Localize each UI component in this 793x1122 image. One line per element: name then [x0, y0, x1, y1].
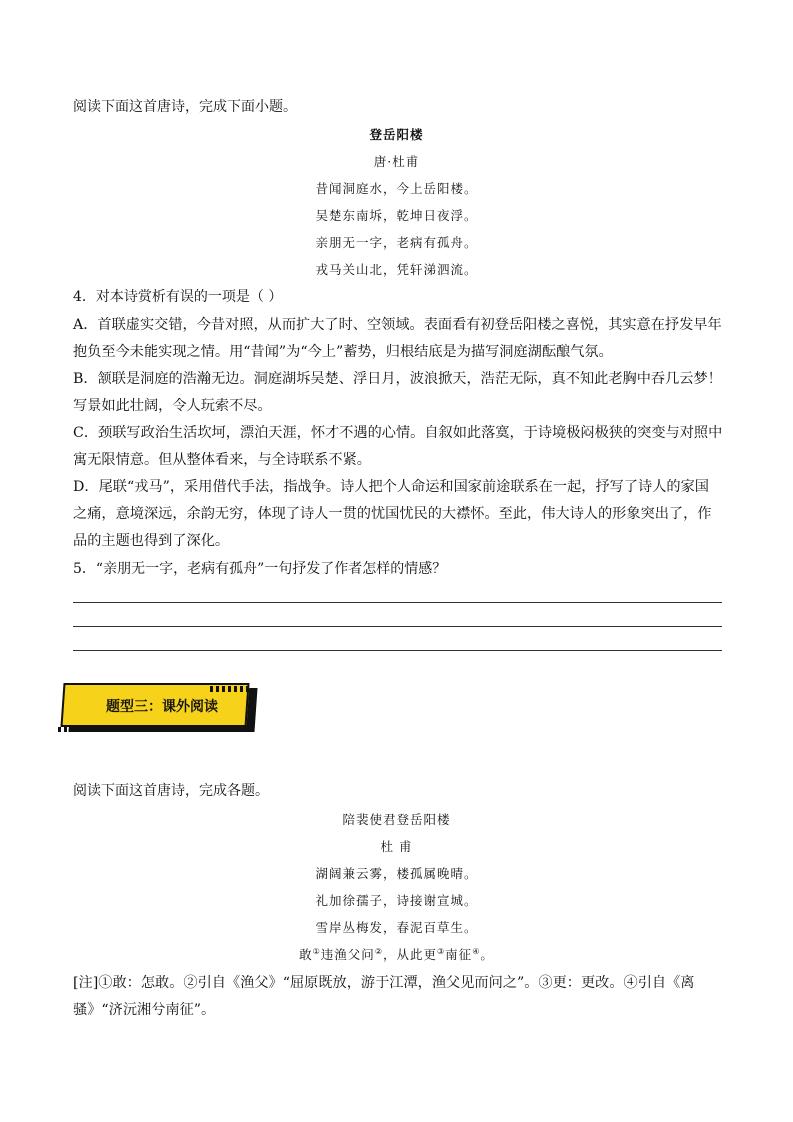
- poem-title: 陪裴使君登岳阳楼: [342, 812, 451, 827]
- reading-instruction: 阅读下面这首唐诗，完成下面小题。: [73, 99, 297, 115]
- poem-line: 湖阔兼云雾，楼孤属晚晴。: [315, 866, 478, 881]
- answer-line: [73, 626, 722, 627]
- footnote-marker: ②: [374, 946, 383, 956]
- poem-line: 吴楚东南坼，乾坤日夜浮。: [315, 208, 478, 223]
- option-c: C．颈联写政治生活坎坷，漂泊天涯，怀才不遇的心情。自叙如此落寞，于诗境极闷极狭的突变与对照中寓无限情意。但从整体看来，与全诗联系不紧。: [73, 425, 723, 468]
- footnote-marker: ④: [472, 946, 481, 956]
- reading-instruction: 阅读下面这首唐诗，完成各题。: [73, 783, 269, 799]
- section-badge-label: 题型三：课外阅读: [106, 699, 218, 715]
- poem-line: 礼加徐孺子，诗接谢宣城。: [315, 893, 478, 908]
- poem-line: 雪岸丛梅发，春泥百草生。: [315, 920, 478, 935]
- poem-line: 戎马关山北，凭轩涕泗流。: [315, 262, 478, 277]
- question-5: 5．“亲朋无一字，老病有孤舟”一句抒发了作者怎样的情感？: [73, 561, 447, 577]
- poem-title: 登岳阳楼: [369, 127, 424, 142]
- poem-text: 敢: [299, 947, 313, 962]
- poem-text: 违渔父问: [320, 947, 375, 962]
- poem-text: 。: [480, 947, 494, 962]
- badge-decoration: [58, 727, 88, 732]
- footnote-marker: ①: [312, 946, 321, 956]
- option-a: A．首联虚实交错，今昔对照，从而扩大了时、空领域。表面看有初登岳阳楼之喜悦，其实意在抒发早年抱负至今未能实现之情。用“昔闻”为“今上”蓄势，归根结底是为描写洞庭湖酝酿气氛。: [73, 317, 722, 360]
- poem-line: 昔闻洞庭水，今上岳阳楼。: [315, 181, 478, 196]
- poem-author: 杜 甫: [380, 839, 413, 854]
- option-b: B．颔联是洞庭的浩瀚无边。洞庭湖坼吴楚、浮日月，波浪掀天，浩茫无际，真不知此老胸中吞几云梦！写景如此壮阔，令人玩索不尽。: [73, 371, 722, 414]
- poem-text: 南征: [445, 947, 473, 962]
- poem-author: 唐·杜甫: [373, 154, 420, 169]
- question-4: 4．对本诗赏析有误的一项是（ ）: [73, 289, 283, 305]
- answer-line: [73, 602, 722, 603]
- poem-line: 亲朋无一字，老病有孤舟。: [315, 235, 478, 250]
- annotation-note: [注]①敢：怎敢。②引自《渔父》“屈原既放，游于江潭，渔父见而问之”。③更：更改。④引自《离骚》“济沅湘兮南征”。: [73, 975, 695, 1018]
- poem-line: [0, 945, 793, 963]
- poem-text: ，从此更: [382, 947, 437, 962]
- footnote-marker: ③: [437, 946, 446, 956]
- option-d: D．尾联“戎马”，采用借代手法，指战争。诗人把个人命运和国家前途联系在一起，抒写了诗人的家国之痛，意境深远，余韵无穷，体现了诗人一贯的忧国忧民的大襟怀。至此，伟大诗人的形象突出了，作品的主题也得到了深化。: [73, 479, 712, 549]
- answer-line: [73, 650, 722, 651]
- badge-decoration: [210, 686, 250, 692]
